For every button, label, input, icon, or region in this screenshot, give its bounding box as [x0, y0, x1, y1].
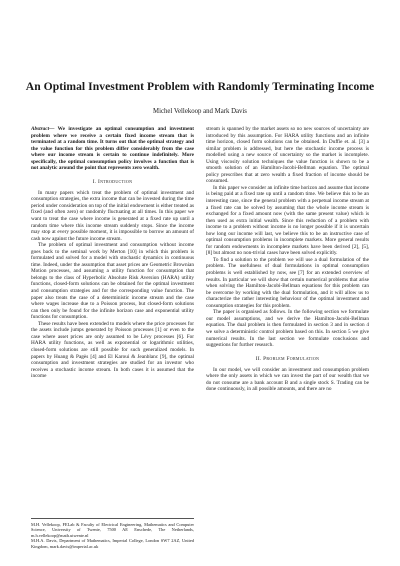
two-column-body: [31, 126, 369, 556]
intro-paragraph: The problem of optimal investment and consumption without income goes back to the seminal work by Merton [10] in which this problem is formulated and solved for a model with stochastic dynamics in continuous time. Indeed, under the assumption that asset prices are Geometric Brownian Motion processes, and assuming a utility function for consumption that belongs to the class of Hyperbolic Absolute Risk Aversion (HARA) utility functions, closed-form solutions can be obtained for the optimal investment and consumption strategies and for the corresponding value function. The paper also treats the case of a deterministic income stream and the case where wages increase due to a Poisson process, but closed-form solutions can then only be found for the infinite horizon case and exponential utility functions for consumption.: [31, 242, 194, 321]
body-paragraph: In this paper we consider an infinite time horizon and assume that income is being paid at a fixed rate up until a random time. We believe this to be an interesting case, since the general problem with a perpetual income stream at a fixed rate can be solved by assuming that the whole income stream is exchanged for a fixed amount now (with the same present value) which is then used as extra initial wealth. Since this reduction of a problem with income to a problem without income is no longer possible if it is uncertain how long our income will last, we believe this to be an instructive case of optimal consumption problems in incomplete markets. More general results for random endowments in incomplete markets have been derived [2], [5], [8] but almost no non-trivial cases have been solved explicitly.: [206, 184, 369, 257]
intro-paragraph: These results have been extended to models where the price processes for the assets include jumps generated by Poisson processes [1] or even to the case where asset prices are only assumed to be Lévy processes [6]. For HARA utility functions, as well as exponential or logarithmic utilities, closed-form solutions are still possible for such generalized models. In papers by Huang & Pagès [4] and El Karoui & Jeanblanc [9], the optimal consumption and investment strategies are studied for an investor who receives a stochastic income stream. In both cases it is assumed that the income: [31, 320, 194, 380]
footnote-line: M.H.A. Davis, Department of Mathematics, Imperial College, London SW7 2AZ, United Kingdom, mark.davis@imperial.ac.uk: [31, 538, 194, 549]
intro-paragraph: In many papers which treat the problem of optimal investment and consumption strategies, the extra income that can be invested during the time period under consideration on top of the initial endowment is either treated as fixed (and often zero) or randomly fluctuating at all times. In this paper we want to treat the case where income is generated at a fixed rate up until a random time where this income stream suddenly stops. Since the income may stop at every possible moment, it is impossible to borrow an amount of cash now against the future income stream.: [31, 189, 194, 242]
body-paragraph: In our model, we will consider an investment and consumption problem where the only assets in which we can invest the part of our wealth that we do not consume are a bank account B and a single stock S. Trading can be done continuously, in all possible amounts, and there are no: [206, 366, 369, 393]
abstract-lead: Abstract: [31, 126, 50, 132]
footnote-line: M.H. Vellekoop, FELab & Faculty of Electrical Engineering, Mathematics and Computer Science, University of Twente, 7500 AE Enschede, The Netherlands, m.h.vellekoop@math.utwente.nl: [31, 521, 194, 538]
left-column: [31, 126, 194, 556]
right-column: [206, 126, 369, 556]
abstract: [31, 126, 194, 172]
body-paragraph: To find a solution to the problem we will use a dual formulation of the problem. The usefulness of dual formulations in optimal consumption problems is well established by now, see [7] for an extended overview of results. In particular we will show that certain numerical problems that arise when solving the Hamilton-Jacobi-Bellman equations for this problem can be overcome by working with the dual formulation, and it will allow us to characterize the rather interesting behaviour of the optimal investment and consumption strategies for this problem.: [206, 256, 369, 309]
abstract-text: — We investigate an optimal consumption and investment problem where we receive a certain fixed income stream that is terminated at a random time. It turns out that the optimal strategy and the value function for this problem differ considerably from the case where our income stream is certain to continue indefinitely. More specifically, the optimal consumption policy involves a function that is not analytic around the point that represents zero wealth.: [31, 126, 194, 172]
paper-authors: Michel Vellekoop and Mark Davis: [153, 108, 247, 115]
body-paragraph: The paper is organised as follows. In the following section we formulate our model assumptions, and we derive the Hamilton-Jacobi-Bellman equation. The dual problem is then formulated in section 3 and in section 4 we solve a deterministic control problem based on this. In section 5 we give numerical results. In the last section we formulate conclusions and suggestions for further research.: [206, 309, 369, 349]
body-paragraph: stream is spanned by the market assets so no new sources of uncertainty are introduced by this assumption. For HARA utility functions and an infinite time horizon, closed form solutions can be obtained. In Duffie et. al. [3] a similar problem is addressed, but here the stochastic income process is modelled using a new source of uncertainty so the market is incomplete. Using viscosity solution techniques the value function is shown to be a smooth solution of an Hamilton-Jacobi-Bellman equation. The optimal policy prescribes that at zero wealth a fixed fraction of income should be consumed.: [206, 126, 369, 185]
paper-title: An Optimal Investment Problem with Randomly Terminating Income: [25, 80, 375, 93]
section-heading-introduction: I. Introduction: [92, 178, 133, 185]
section-heading-problem-formulation: II. Problem Formulation: [255, 355, 320, 362]
author-footnote: [31, 518, 194, 549]
